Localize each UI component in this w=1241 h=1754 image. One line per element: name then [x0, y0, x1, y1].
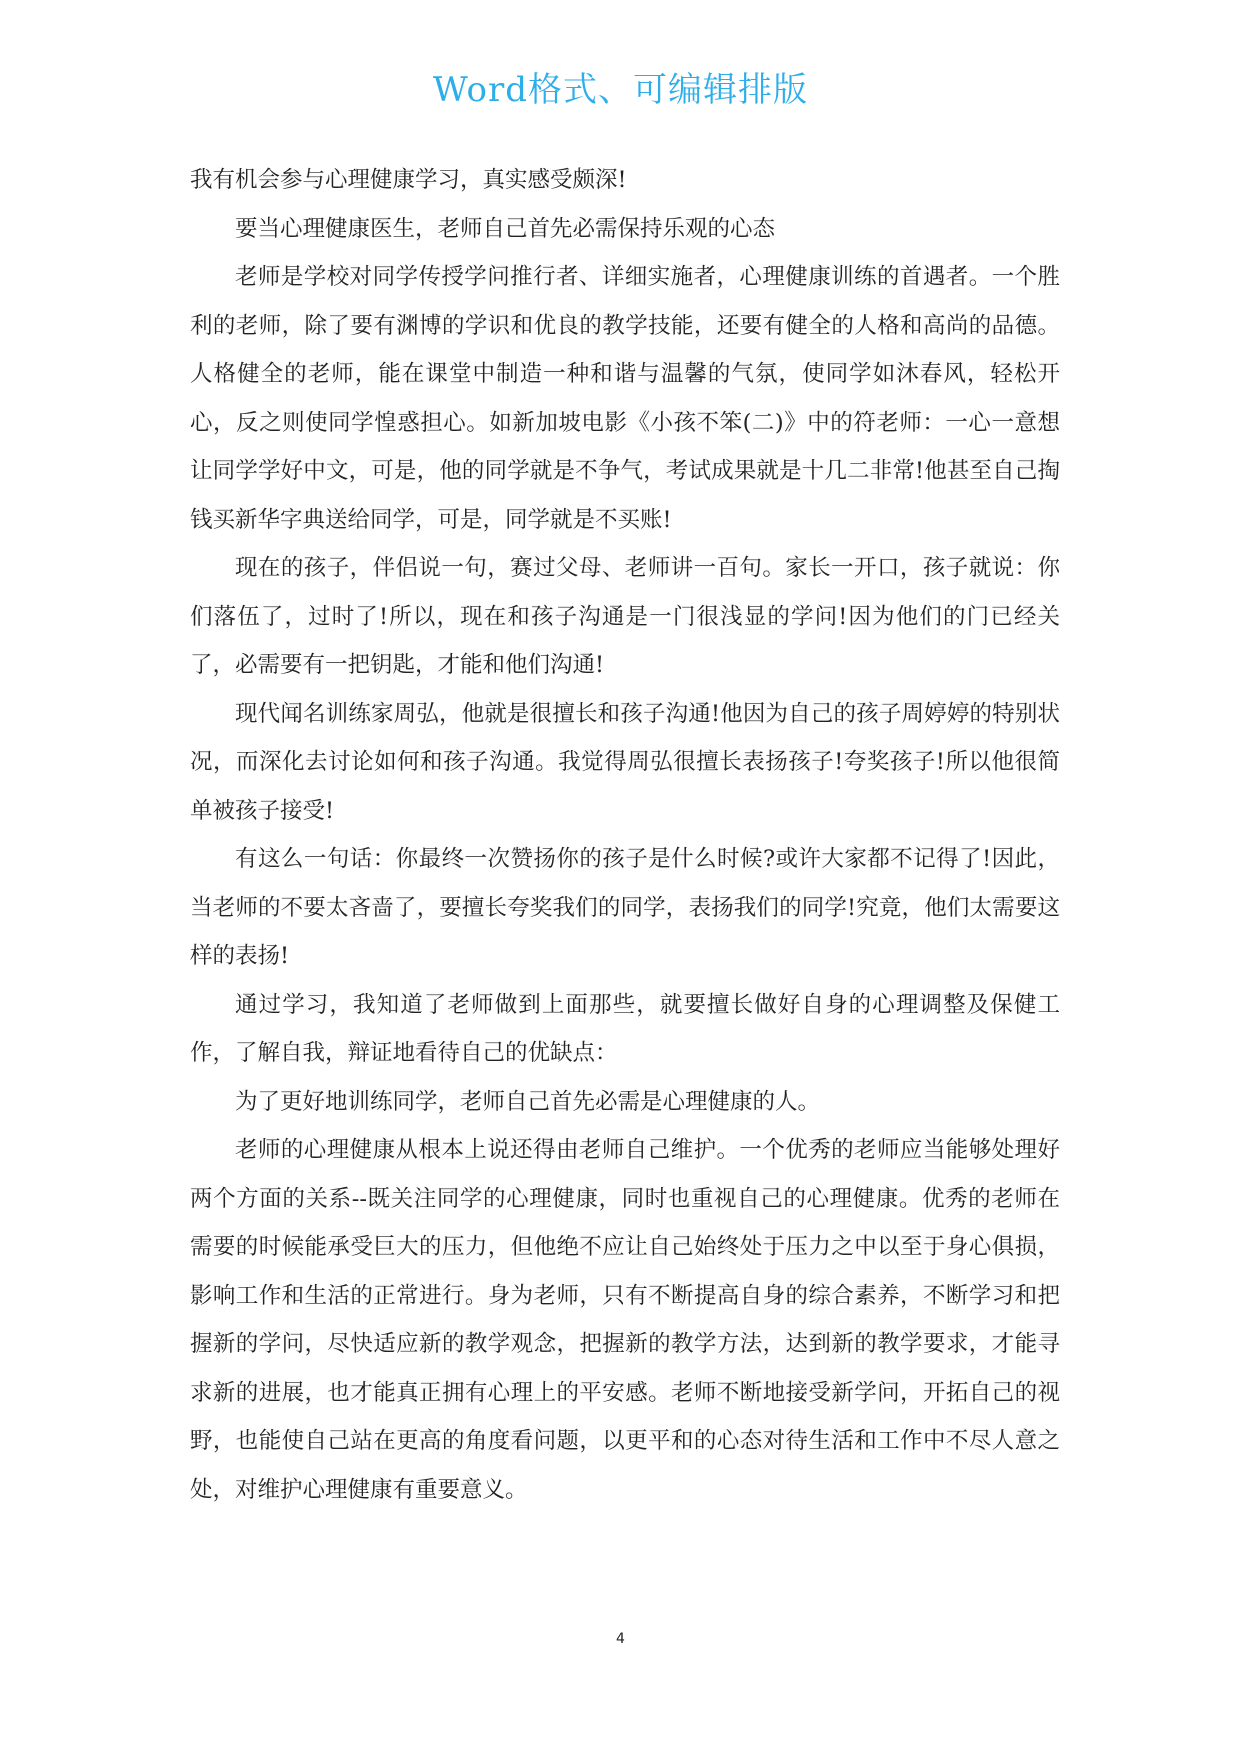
paragraph: 老师是学校对同学传授学问推行者、详细实施者，心理健康训练的首遇者。一个胜利的老师，除了要有渊博的学识和优良的教学技能，还要有健全的人格和高尚的品德。人格健全的老师，能在课堂中制造一种和谐与温馨的气氛，使同学如沐春风，轻松开心，反之则使同学惶惑担心。如新加坡电影《小孩不笨(二)》中的符老师：一心一意想让同学学好中文，可是，他的同学就是不争气，考试成果就是十几二非常!他甚至自己掏钱买新华字典送给同学，可是，同学就是不买账!: [190, 264, 1060, 533]
paragraph: 我有机会参与心理健康学习，真实感受颇深!: [190, 167, 627, 193]
paragraph: 现代闻名训练家周弘，他就是很擅长和孩子沟通!他因为自己的孩子周婷婷的特别状况，而深化去讨论如何和孩子沟通。我觉得周弘很擅长表扬孩子!夸奖孩子!所以他很简单被孩子接受!: [190, 700, 1060, 824]
paragraph: 为了更好地训练同学，老师自己首先必需是心理健康的人。: [235, 1088, 821, 1115]
paragraph: 现在的孩子，伴侣说一句，赛过父母、老师讲一百句。家长一开口，孩子就说：你们落伍了，过时了!所以，现在和孩子沟通是一门很浅显的学问!因为他们的门已经关了，必需要有一把钥匙，才能和他们沟通!: [190, 555, 1060, 678]
paragraph: 通过学习，我知道了老师做到上面那些，就要擅长做好自身的心理调整及保健工作，了解自我，辩证地看待自己的优缺点：: [190, 991, 1060, 1066]
document-body: [190, 156, 1060, 1514]
paragraph: 有这么一句话：你最终一次赞扬你的孩子是什么时候?或许大家都不记得了!因此，当老师的不要太吝啬了，要擅长夸奖我们的同学，表扬我们的同学!究竟，他们太需要这样的表扬!: [190, 846, 1060, 969]
paragraph: 要当心理健康医生，老师自己首先必需保持乐观的心态: [235, 215, 776, 242]
paragraph: 老师的心理健康从根本上说还得由老师自己维护。一个优秀的老师应当能够处理好两个方面的关系--既关注同学的心理健康，同时也重视自己的心理健康。优秀的老师在需要的时候能承受巨大的压力，但他绝不应让自己始终处于压力之中以至于身心俱损，影响工作和生活的正常进行。身为老师，只有不断提高自身的综合素养，不断学习和把握新的学问，尽快适应新的教学观念，把握新的教学方法，达到新的教学要求，才能寻求新的进展，也才能真正拥有心理上的平安感。老师不断地接受新学问，开拓自己的视野，也能使自己站在更高的角度看问题，以更平和的心态对待生活和工作中不尽人意之处，对维护心理健康有重要意义。: [190, 1137, 1060, 1503]
page-number: 4: [616, 1631, 625, 1647]
header-title: Word格式、可编辑排版: [432, 70, 809, 110]
